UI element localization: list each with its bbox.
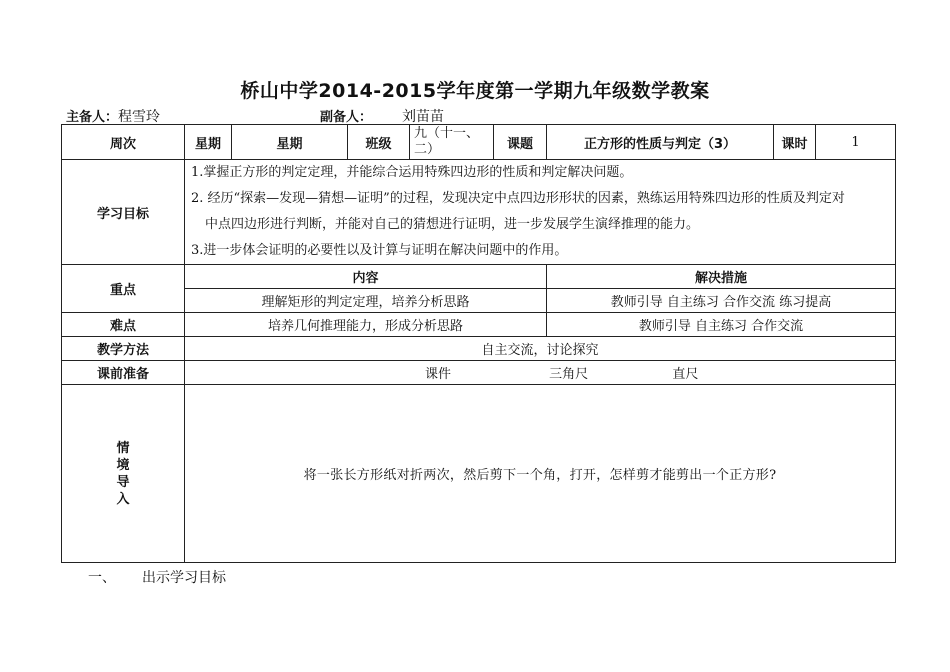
content-header: 内容	[185, 265, 547, 289]
assist-preparer-label: 副备人：	[320, 110, 373, 125]
key-point-content: 理解矩形的判定定理，培养分析思路	[185, 289, 547, 313]
objectives-content	[185, 160, 896, 265]
main-preparer-name: 程雪玲	[118, 109, 161, 125]
weekday-label-1: 星期	[185, 125, 232, 160]
introduction-row	[62, 385, 896, 563]
preparation-row	[62, 361, 896, 385]
period-label: 课时	[774, 125, 816, 160]
method-label: 教学方法	[62, 337, 185, 361]
introduction-label-char: 入	[116, 491, 130, 507]
preparation-label: 课前准备	[62, 361, 185, 385]
method-value: 自主交流，讨论探究	[185, 337, 896, 361]
key-point-row	[62, 289, 896, 313]
section-number: 一、	[88, 570, 116, 586]
method-row	[62, 337, 896, 361]
lesson-plan-table	[61, 124, 896, 563]
objectives-label: 学习目标	[62, 160, 185, 265]
preparation-item: 三角尺	[549, 367, 589, 382]
introduction-label-char: 境	[116, 457, 130, 473]
introduction-label	[62, 385, 185, 563]
week-label: 周次	[62, 125, 185, 160]
key-point-header-row	[62, 265, 896, 289]
objectives-row	[62, 160, 896, 265]
objective-item: 中点四边形进行判断，并能对自己的猜想进行证明，进一步发展学生演绎推理的能力。	[205, 217, 700, 232]
difficulty-content: 培养几何推理能力，形成分析思路	[185, 313, 547, 337]
difficulty-measure: 教师引导 自主练习 合作交流	[547, 313, 896, 337]
objective-item: 2. 经历“探索—发现—猜想—证明”的过程，发现决定中点四边形形状的因素，熟练运用特殊四边形的性质及判定对	[191, 191, 845, 206]
assist-preparer-name: 刘苗苗	[402, 109, 445, 125]
difficulty-label: 难点	[62, 313, 185, 337]
topic-label: 课题	[494, 125, 547, 160]
preparation-item: 直尺	[672, 367, 699, 382]
introduction-question: 将一张长方形纸对折两次，然后剪下一个角，打开，怎样剪才能剪出一个正方形?	[185, 385, 896, 563]
class-value: 九（十一、二）	[410, 125, 494, 160]
key-point-label: 重点	[62, 265, 185, 313]
introduction-label-char: 情	[116, 440, 130, 456]
header-row	[62, 125, 896, 160]
preparation-item: 课件	[425, 367, 452, 382]
weekday-label-2: 星期	[232, 125, 348, 160]
introduction-label-char: 导	[116, 474, 130, 490]
section-heading	[88, 567, 226, 587]
measure-header: 解决措施	[547, 265, 896, 289]
assist-preparer	[320, 106, 444, 126]
key-point-measure: 教师引导 自主练习 合作交流 练习提高	[547, 289, 896, 313]
objective-item: 3.进一步体会证明的必要性以及计算与证明在解决问题中的作用。	[191, 243, 568, 258]
difficulty-row	[62, 313, 896, 337]
main-preparer-label: 主备人：	[66, 110, 119, 125]
preparation-items	[185, 361, 896, 385]
class-label: 班级	[348, 125, 410, 160]
topic-value: 正方形的性质与判定（3）	[547, 125, 774, 160]
period-value: 1	[816, 125, 896, 160]
document-title: 桥山中学2014-2015学年度第一学期九年级数学教案	[240, 80, 710, 102]
main-preparer	[66, 106, 160, 126]
objective-item: 1.掌握正方形的判定定理，并能综合运用特殊四边形的性质和判定解决问题。	[191, 165, 633, 180]
section-title: 出示学习目标	[142, 570, 226, 586]
